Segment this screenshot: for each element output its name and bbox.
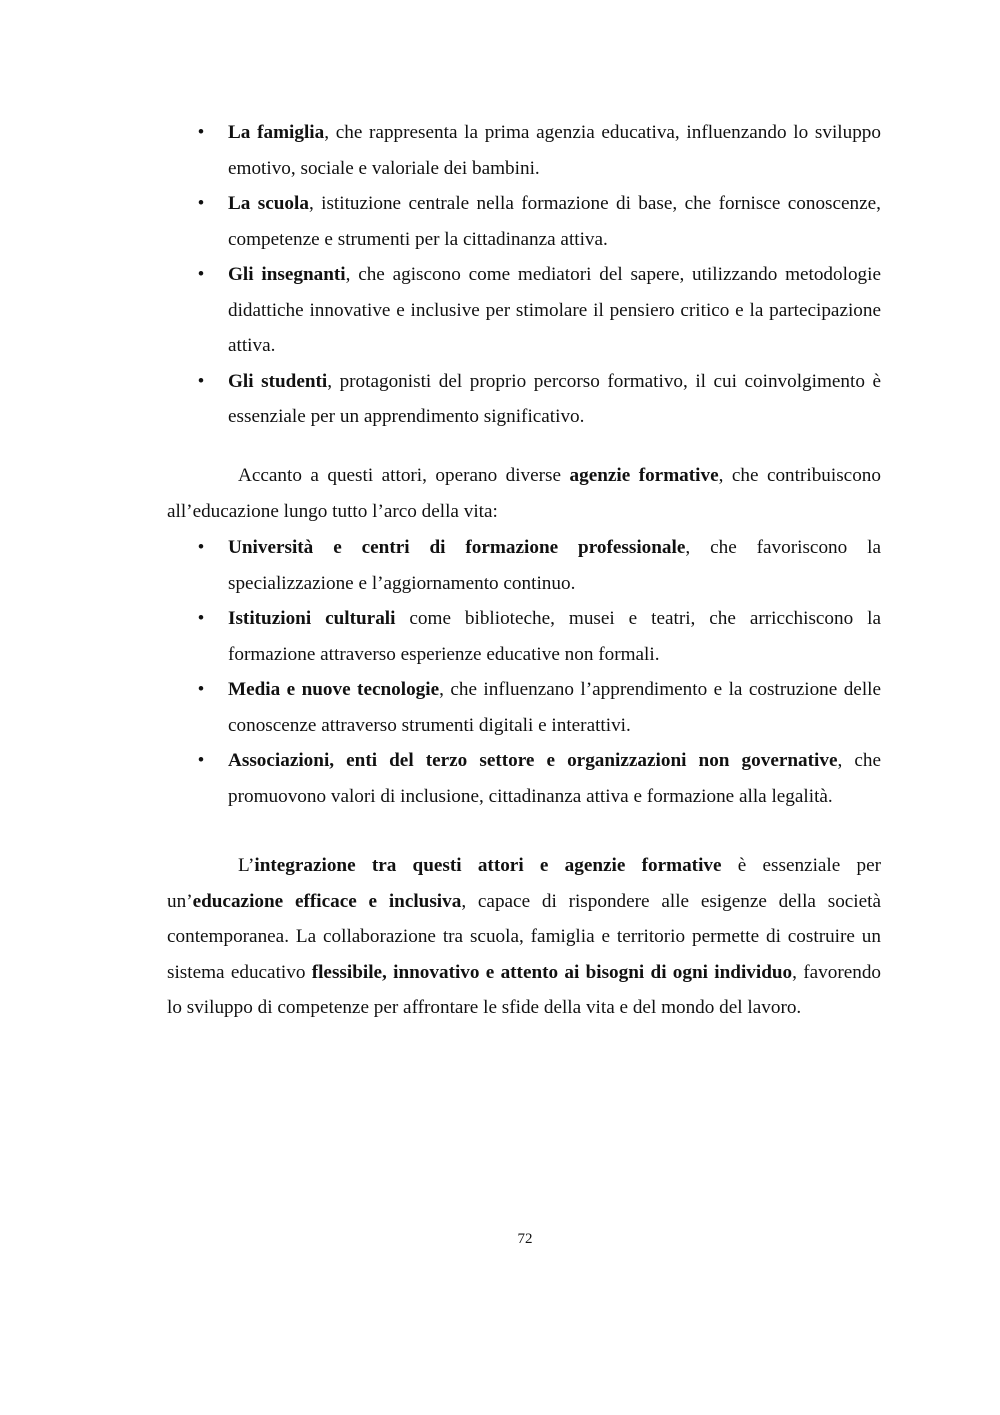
- list-item-insegnanti: [0, 257, 1000, 364]
- paragraph-text: , favorendo lo sviluppo di competenze per affrontare le sfide della vita e del mondo del lavoro.: [167, 961, 882, 1018]
- page-number: 72: [517, 1231, 533, 1247]
- bold-term: Associazioni, enti del terzo settore e organizzazioni non governative: [228, 750, 838, 771]
- agencies-list: [0, 530, 1000, 814]
- item-description: come biblioteche, musei e teatri, che arricchiscono la formazione attraverso esperienze educative non formali.: [228, 608, 882, 665]
- list-item-text: [228, 257, 881, 364]
- list-item-text: [228, 364, 881, 435]
- bold-term: flessibile, innovativo e attento ai bisogni di ogni individuo: [311, 961, 793, 983]
- bullet-icon: •: [197, 193, 205, 214]
- bold-term: Gli studenti: [228, 370, 328, 392]
- bold-term: integrazione tra questi attori e agenzie formative: [254, 855, 722, 876]
- list-item-universita: [0, 530, 1000, 601]
- list-item-text: [228, 743, 881, 814]
- bold-term: Istituzioni culturali: [228, 608, 396, 629]
- bold-term: Media e nuove tecnologie: [228, 679, 440, 700]
- bullet-icon: •: [197, 608, 205, 629]
- list-item-text: [228, 530, 881, 601]
- item-description: , che influenzano l’apprendimento e la costruzione delle conoscenze attraverso strumenti digitali e interattivi.: [228, 679, 881, 736]
- list-item-scuola: [0, 186, 1000, 257]
- bullet-icon: •: [197, 370, 205, 392]
- list-item-istituzioni: [0, 601, 1000, 672]
- list-item-text: [228, 672, 881, 743]
- bold-term: educazione efficace e inclusiva: [192, 890, 462, 912]
- bullet-icon: •: [197, 750, 205, 771]
- item-description: , istituzione centrale nella formazione di base, che fornisce conoscenze, competenze e strumenti per la cittadinanza attiva.: [228, 193, 881, 250]
- bold-term: La famiglia: [228, 122, 325, 143]
- paragraph-text: , che contribuiscono all’educazione lungo tutto l’arco della vita:: [167, 465, 881, 522]
- list-item-studenti: [0, 364, 1000, 435]
- paragraph-text: L’: [238, 855, 255, 876]
- bullet-icon: •: [197, 264, 205, 285]
- bold-term: La scuola: [228, 193, 309, 214]
- paragraph-text: è essenziale per un’: [167, 855, 881, 912]
- bullet-icon: •: [197, 537, 205, 558]
- item-description: , che promuovono valori di inclusione, cittadinanza attiva e formazione alla legalità.: [228, 750, 881, 807]
- bold-term: agenzie formative: [569, 465, 719, 486]
- actors-list: [0, 115, 1000, 435]
- bullet-icon: •: [197, 122, 205, 143]
- list-item-famiglia: [0, 115, 1000, 186]
- item-description: , che favoriscono la specializzazione e l’aggiornamento continuo.: [228, 537, 881, 594]
- paragraph-integrazione: [167, 848, 881, 1026]
- paragraph-text: , capace di rispondere alle esigenze della società contemporanea. La collaborazione tra scuola, famiglia e territorio permette di costruire un sistema educativo: [167, 890, 882, 983]
- list-item-text: [228, 186, 881, 257]
- list-item-media: [0, 672, 1000, 743]
- paragraph-agenzie: [167, 458, 881, 529]
- list-item-text: [228, 601, 881, 672]
- item-description: , che rappresenta la prima agenzia educativa, influenzando lo sviluppo emotivo, sociale e valoriale dei bambini.: [228, 122, 881, 179]
- list-item-text: [228, 115, 881, 186]
- bold-term: Gli insegnanti: [228, 264, 346, 285]
- paragraph-text: Accanto a questi attori, operano diverse: [238, 465, 570, 486]
- bullet-icon: •: [197, 679, 205, 700]
- item-description: , protagonisti del proprio percorso formativo, il cui coinvolgimento è essenziale per un apprendimento significativo.: [228, 370, 881, 427]
- item-description: , che agiscono come mediatori del sapere, utilizzando metodologie didattiche innovative e inclusive per stimolare il pensiero critico e la partecipazione attiva.: [228, 264, 881, 356]
- bold-term: Università e centri di formazione professionale: [228, 537, 686, 558]
- list-item-associazioni: [0, 743, 1000, 814]
